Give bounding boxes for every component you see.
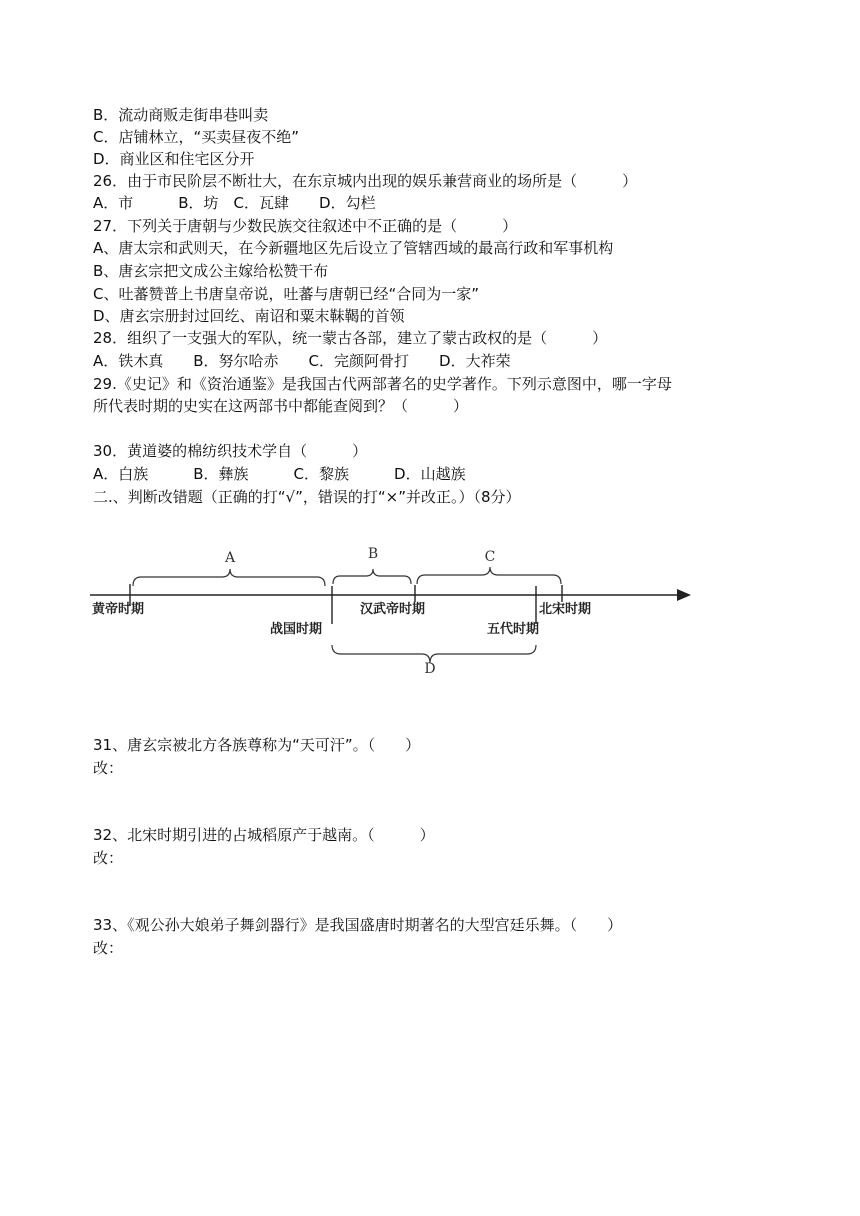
- q25-option-b: B．流动商贩走街串巷叫卖: [93, 106, 269, 124]
- q32-correction: 改：: [93, 849, 124, 867]
- brace-label-b: B: [367, 546, 379, 562]
- period-label-wudai: 五代时期: [487, 622, 540, 637]
- brace-c: [417, 567, 561, 584]
- q28-stem: 28．组织了一支强大的军队，统一蒙古各部，建立了蒙古政权的是（ ）: [93, 329, 608, 347]
- brace-a: [133, 569, 325, 586]
- period-label-huangdi: 黄帝时期: [92, 602, 145, 617]
- brace-label-a: A: [224, 550, 236, 566]
- q26-stem: 26．由于市民阶层不断壮大，在东京城内出现的娱乐兼营商业的场所是（ ）: [93, 172, 638, 190]
- brace-label-d: D: [424, 661, 436, 677]
- q29-stem-line1: 29.《史记》和《资治通鉴》是我国古代两部著名的史学著作。下列示意图中，哪一字母: [93, 375, 672, 393]
- q27-option-d: D、唐玄宗册封过回纥、南诏和粟末靺鞨的首领: [93, 307, 405, 325]
- section-two-heading: 二.、判断改错题（正确的打“√”，错误的打“×”并改正。）（8分）: [93, 488, 521, 506]
- q28-options: A．铁木真 B．努尔哈赤 C．完颜阿骨打 D．大祚荣: [93, 352, 511, 370]
- q30-options: A．白族 B．彝族 C．黎族 D．山越族: [93, 465, 466, 483]
- q27-option-b: B、唐玄宗把文成公主嫁给松赞干布: [93, 262, 329, 280]
- period-label-zhanguo: 战国时期: [270, 622, 323, 637]
- q33-correction: 改：: [93, 939, 124, 957]
- period-label-beisong: 北宋时期: [539, 602, 592, 617]
- brace-b: [333, 569, 411, 584]
- q25-option-d: D．商业区和住宅区分开: [93, 150, 255, 168]
- q27-option-c: C、吐蕃赞普上书唐皇帝说，吐蕃与唐朝已经“合同为一家”: [93, 285, 480, 303]
- q27-stem: 27．下列关于唐朝与少数民族交往叙述中不正确的是（ ）: [93, 217, 518, 235]
- q27-option-a: A、唐太宗和武则天，在今新疆地区先后设立了管辖西域的最高行政和军事机构: [93, 239, 614, 257]
- q29-stem-line2: 所代表时期的史实在这两部书中都能查阅到？（ ）: [93, 397, 469, 415]
- q31-stem: 31、唐玄宗被北方各族尊称为“天可汗”。（ ）: [93, 736, 421, 754]
- period-label-hanwudi: 汉武帝时期: [360, 602, 426, 617]
- q32-stem: 32、北宋时期引进的占城稻原产于越南。（ ）: [93, 826, 435, 844]
- q25-option-c: C．店铺林立，“买卖昼夜不绝”: [93, 128, 300, 146]
- q26-options: A．市 B．坊 C．瓦肆 D．勾栏: [93, 194, 376, 212]
- timeline-arrowhead: [677, 589, 691, 601]
- timeline-ticks: [130, 584, 562, 624]
- q31-correction: 改：: [93, 759, 124, 777]
- q30-stem: 30．黄道婆的棉纺织技术学自（ ）: [93, 442, 368, 460]
- brace-label-c: C: [484, 549, 496, 565]
- timeline-diagram: [85, 530, 695, 680]
- q33-stem: 33、《观公孙大娘弟子舞剑器行》是我国盛唐时期著名的大型宫廷乐舞。（ ）: [93, 916, 623, 934]
